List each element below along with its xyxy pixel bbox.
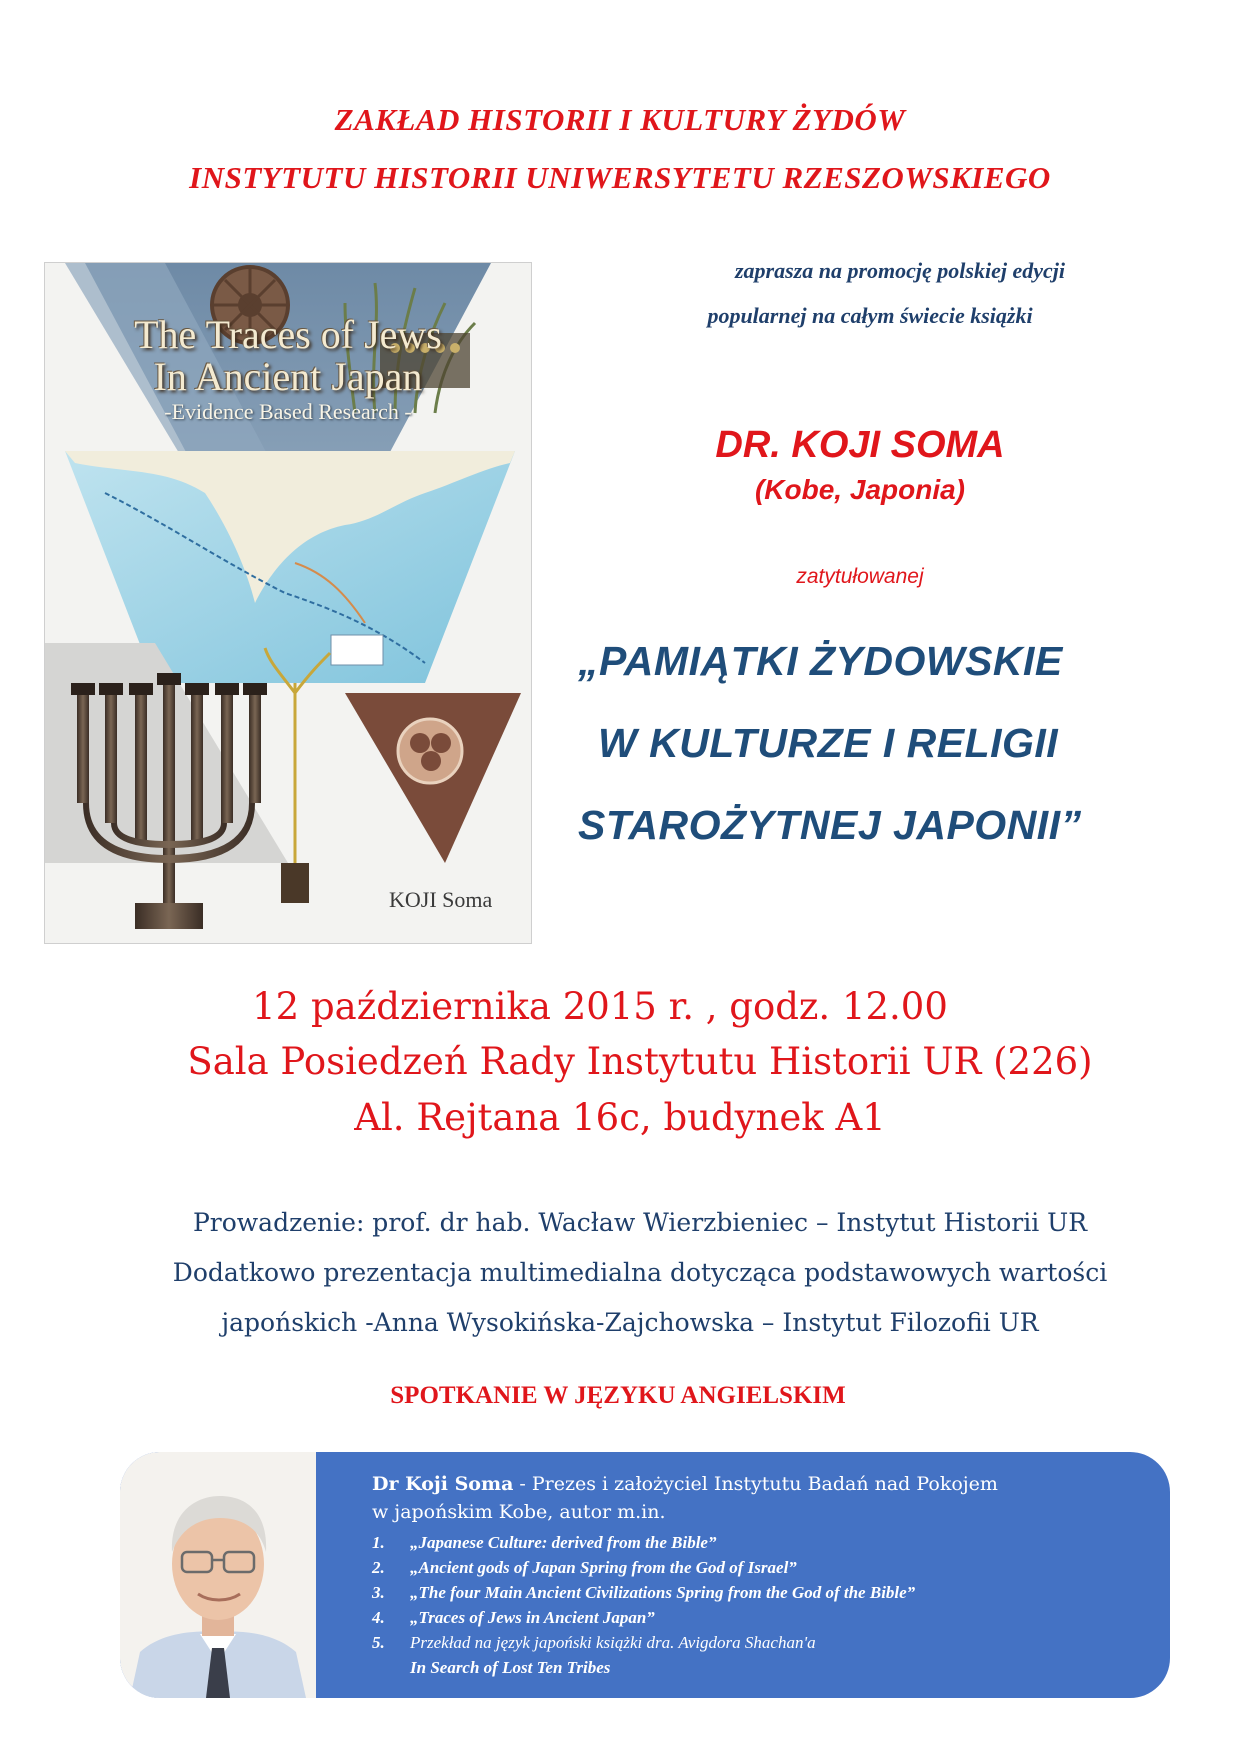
bio-works-list <box>372 1530 1132 1680</box>
speaker-bio-box <box>120 1452 1170 1698</box>
cover-title-line-1: The Traces of Jews <box>134 312 442 357</box>
speaker-bio-text <box>372 1470 1132 1680</box>
bio-work-translation-title: In Search of Lost Ten Tribes <box>410 1658 611 1677</box>
bio-work-item <box>372 1580 1132 1605</box>
info-line-3: japońskich -Anna Wysokińska-Zajchowska – Instytut Filozofii UR <box>221 1308 1039 1337</box>
speaker-name: DR. KOJI SOMA <box>715 424 1005 466</box>
invitation-line-1: zaprasza na promocję polskiej edycji <box>735 258 1065 283</box>
info-line-1: Prowadzenie: prof. dr hab. Wacław Wierzbieniec – Instytut Historii UR <box>192 1208 1088 1237</box>
bio-work-number: 4. <box>372 1608 385 1627</box>
titled-label: zatytułowanej <box>796 565 924 588</box>
bio-work-title: „Traces of Jews in Ancient Japan” <box>410 1608 655 1627</box>
bio-work-item <box>372 1630 1132 1655</box>
bio-work-title: „Japanese Culture: derived from the Bible” <box>410 1533 717 1552</box>
book-cover-image <box>44 262 532 944</box>
cover-author: KOJI Soma <box>389 887 493 912</box>
speaker-location: (Kobe, Japonia) <box>754 474 965 505</box>
bio-work-title: „The four Main Ancient Civilizations Spring from the God of the Bible” <box>410 1583 916 1602</box>
bio-intro-line-2: w japońskim Kobe, autor m.in. <box>372 1501 666 1523</box>
bio-work-item <box>372 1530 1132 1555</box>
bio-work-number: 1. <box>372 1533 385 1552</box>
lecture-title-line-1: „PAMIĄTKI ŻYDOWSKIE <box>578 638 1063 684</box>
bio-work-number: 2. <box>372 1558 385 1577</box>
bio-work-number: 3. <box>372 1583 385 1602</box>
bio-intro <box>372 1470 1132 1498</box>
bio-work-number: 5. <box>372 1633 385 1652</box>
bio-intro-rest: - Prezes i założyciel Instytutu Badań nad Pokojem <box>513 1473 998 1495</box>
bio-work-item <box>372 1605 1132 1630</box>
bio-work-translation: Przekład na język japoński książki dra. Avigdora Shachan'a <box>410 1633 816 1652</box>
event-date: 12 października 2015 r. , godz. 12.00 <box>252 985 948 1028</box>
bio-work-item <box>372 1555 1132 1580</box>
cover-title-line-2: In Ancient Japan <box>153 354 423 399</box>
invitation-line-2: popularnej na całym świecie książki <box>707 303 1033 328</box>
lecture-title-line-2: W KULTURZE I RELIGII <box>598 720 1059 766</box>
speaker-photo <box>120 1452 316 1698</box>
bio-work-title: „Ancient gods of Japan Spring from the God of Israel” <box>410 1558 797 1577</box>
event-room: Sala Posiedzeń Rady Instytutu Historii UR (226) <box>187 1040 1093 1083</box>
meeting-language-note: SPOTKANIE W JĘZYKU ANGIELSKIM <box>390 1382 846 1409</box>
bio-speaker-name: Dr Koji Soma <box>372 1473 514 1495</box>
organizer-line-1: ZAKŁAD HISTORII I KULTURY ŻYDÓW <box>334 102 906 137</box>
organizer-line-2: INSTYTUTU HISTORII UNIWERSYTETU RZESZOWSKIEGO <box>189 160 1051 195</box>
speaker-portrait <box>120 1452 316 1698</box>
bio-work-item <box>372 1655 1132 1680</box>
lecture-title-line-3: STAROŻYTNEJ JAPONII” <box>578 802 1082 848</box>
event-address: Al. Rejtana 16c, budynek A1 <box>354 1096 886 1139</box>
info-line-2: Dodatkowo prezentacja multimedialna dotycząca podstawowych wartości <box>172 1258 1108 1287</box>
cover-subtitle: -Evidence Based Research - <box>164 399 412 424</box>
